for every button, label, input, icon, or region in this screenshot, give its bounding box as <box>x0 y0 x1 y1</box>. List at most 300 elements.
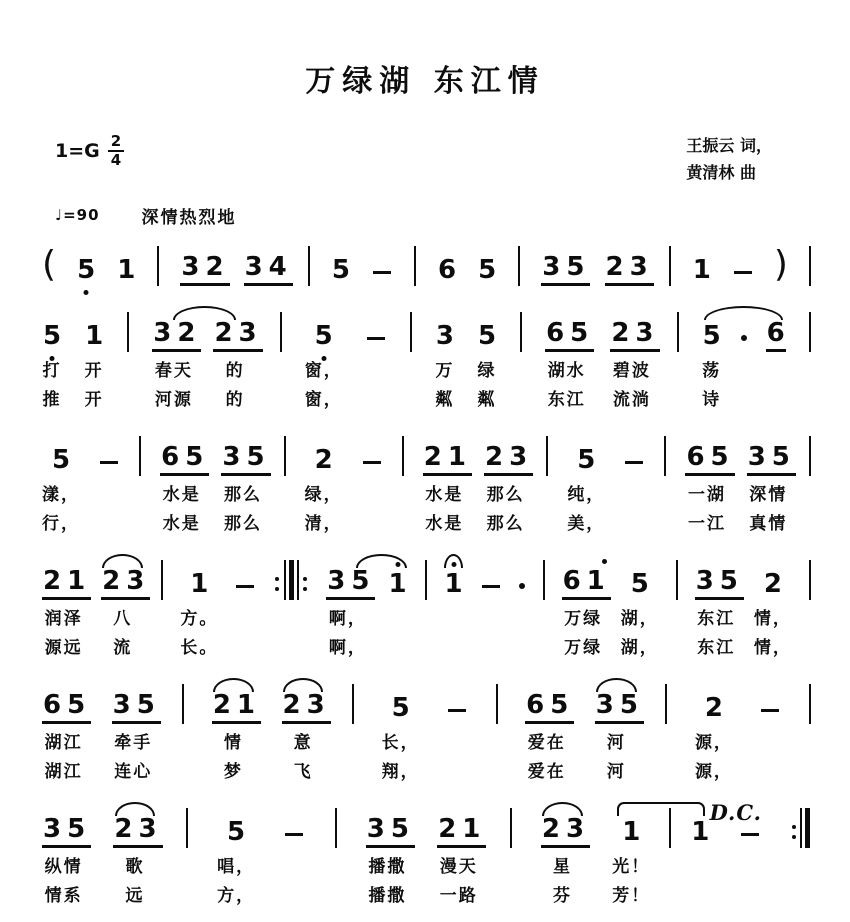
jianpu-number: 1 <box>117 255 136 285</box>
lyric-syllable: 的 <box>225 390 245 410</box>
barline-mark <box>665 684 667 724</box>
note-token <box>366 798 415 906</box>
notation-slot <box>747 426 796 476</box>
notation-slot <box>423 426 472 476</box>
lyric-syllable: 窗， <box>304 361 343 381</box>
barline-mark <box>425 560 427 600</box>
notation-slot <box>160 550 164 600</box>
lyric-syllable: 河 <box>606 733 626 753</box>
barline <box>808 426 812 534</box>
jianpu-number: 34 <box>244 254 293 286</box>
jianpu-number: 65 <box>160 444 209 476</box>
notation-slot <box>676 302 680 352</box>
lyric-syllable: 播撒 <box>368 886 407 906</box>
lyric-syllable: 东江 <box>697 609 736 629</box>
dash-mark <box>761 709 779 712</box>
barline-mark <box>664 436 666 476</box>
notation-slot <box>113 798 163 848</box>
key-signature <box>55 134 124 168</box>
jianpu-number: 61 <box>562 568 611 600</box>
notation-slot <box>283 426 287 476</box>
jianpu-number: 23 <box>213 320 262 352</box>
notation-slot <box>484 426 534 476</box>
barline-mark <box>410 312 412 352</box>
lyric-row-2 <box>477 381 496 410</box>
lyric-row-1 <box>294 724 313 753</box>
barline <box>664 674 668 782</box>
lyric-syllable: 漫天 <box>439 857 478 877</box>
barline-mark <box>676 560 678 600</box>
time-signature <box>108 134 124 168</box>
lyric-syllable: 开 <box>84 361 104 381</box>
notation-slot <box>98 426 120 476</box>
note-token <box>595 674 644 782</box>
jianpu-number: 21 <box>212 692 261 724</box>
note-token <box>217 798 255 906</box>
lyric-syllable: 开 <box>84 390 104 410</box>
notation-slot <box>541 236 591 286</box>
barline <box>424 550 428 658</box>
notation-slot <box>518 550 526 600</box>
notation-slot <box>541 798 591 848</box>
note-token <box>180 550 218 658</box>
jianpu-number: 5 <box>331 255 350 285</box>
jianpu-number: 5 <box>42 323 62 352</box>
note-token <box>477 236 497 286</box>
lyric-syllable: 清， <box>304 514 343 534</box>
lyric-syllable: 诗 <box>702 390 722 410</box>
barline-mark <box>186 808 188 848</box>
lyric-row-2 <box>612 877 650 906</box>
notation-slot <box>702 302 722 352</box>
note-token <box>484 426 534 534</box>
lyric-syllable: 远 <box>125 886 145 906</box>
dash-extension <box>371 236 393 286</box>
barline <box>808 302 812 410</box>
barline <box>126 302 130 410</box>
lyric-row-1 <box>528 724 566 753</box>
dash-extension <box>361 426 383 534</box>
notation-slot <box>808 426 812 476</box>
lyric-row-2 <box>528 753 566 782</box>
notation-slot <box>180 236 230 286</box>
slur-group <box>113 798 163 906</box>
lyric-row-2 <box>613 381 651 410</box>
repeat-sign-double <box>272 550 310 658</box>
notation-slot <box>213 302 263 352</box>
lyric-row-2 <box>305 505 343 534</box>
jianpu-number: 65 <box>42 692 91 724</box>
notation-slot <box>542 550 546 600</box>
lyric-syllable: 绿 <box>477 361 497 381</box>
dash-mark <box>734 271 752 274</box>
barline-mark <box>809 560 811 600</box>
barline <box>668 236 672 286</box>
barline <box>156 236 160 286</box>
barline <box>181 674 185 782</box>
lyric-syllable: 行， <box>42 514 80 534</box>
notation-slot <box>116 236 136 286</box>
dash-mark <box>100 461 118 464</box>
lyric-row-1 <box>612 848 650 877</box>
notation-slot <box>307 236 311 286</box>
note-token <box>212 674 262 782</box>
lyric-syllable: 粼 <box>435 390 455 410</box>
note-token <box>695 674 733 782</box>
lyric-syllable: 方。 <box>180 609 219 629</box>
lyric-syllable: 水是 <box>162 485 201 505</box>
notation-slot <box>365 302 387 352</box>
slur-group <box>595 674 644 782</box>
notation-slot <box>221 426 271 476</box>
notation-slot <box>42 550 92 600</box>
lyric-row-1 <box>45 848 83 877</box>
note-token <box>754 550 792 658</box>
lyric-syllable: 源远 <box>44 638 83 658</box>
lyric-row-1 <box>224 476 262 505</box>
parenthesis-mark: ( <box>42 244 57 285</box>
notation-slot <box>517 236 521 286</box>
octave-dot-low <box>84 290 89 295</box>
barline-mark <box>520 312 522 352</box>
note-token <box>477 302 497 410</box>
lyric-syllable: 情 <box>223 733 243 753</box>
lyric-row-1 <box>548 352 586 381</box>
notation-slot <box>314 426 334 476</box>
slur-group <box>541 798 591 906</box>
song-title: 万绿湖 东江情 <box>305 64 545 99</box>
repeat-dots <box>275 577 279 591</box>
lyric-row-2 <box>553 877 572 906</box>
lyric-syllable: 情， <box>753 609 792 629</box>
lyric-syllable: 纵情 <box>44 857 83 877</box>
lyric-syllable: 爱在 <box>527 733 566 753</box>
notation-slot <box>351 674 355 724</box>
jianpu-number: 35 <box>42 816 91 848</box>
notation-slot <box>692 236 712 286</box>
jianpu-number: 5 <box>391 693 410 723</box>
lyric-syllable: 唱， <box>217 857 256 877</box>
lyric-syllable: 湖， <box>620 638 659 658</box>
repeat-sign-end <box>789 798 812 906</box>
lyric-syllable: 粼 <box>477 390 497 410</box>
notation-slot <box>401 426 405 476</box>
jianpu-number: 35 <box>326 568 375 600</box>
notation-slot <box>444 550 464 600</box>
note-token <box>702 302 722 410</box>
lyric-row-2 <box>45 629 83 658</box>
lyric-syllable: 芬 <box>552 886 572 906</box>
slur-group <box>101 550 151 658</box>
lyric-row-1 <box>702 352 721 381</box>
notation-slot <box>84 302 104 352</box>
lyric-syllable: 碧波 <box>612 361 651 381</box>
slur-group <box>326 550 407 658</box>
barline-mark <box>352 684 354 724</box>
barline-mark <box>677 312 679 352</box>
notation-slot <box>437 236 457 286</box>
note-token <box>326 550 376 658</box>
barline <box>413 236 417 286</box>
note-token <box>42 798 92 906</box>
lyric-syllable: 歌 <box>125 857 145 877</box>
jianpu-number: 2 <box>314 445 333 475</box>
jianpu-number: 23 <box>541 816 590 848</box>
barline <box>334 798 338 906</box>
jianpu-number: 6 <box>438 255 457 285</box>
note-token <box>541 236 591 286</box>
lyric-syllable: 流 <box>113 638 133 658</box>
lyric-row-1 <box>368 848 406 877</box>
octave-dot-high <box>602 559 607 564</box>
notation-slot <box>126 302 130 352</box>
barline <box>808 236 812 286</box>
repeat-barline <box>284 560 286 600</box>
music-line-1 <box>42 236 812 286</box>
lyric-row-1 <box>435 352 454 381</box>
key-tonic: 1=G <box>55 140 100 162</box>
lyric-syllable: 湖江 <box>44 733 83 753</box>
notation-slot <box>668 236 672 286</box>
lyric-row-1 <box>217 848 255 877</box>
notation-slot <box>664 674 668 724</box>
jianpu-number: 5 <box>227 817 246 847</box>
repeat-dots <box>303 577 307 591</box>
lyric-syllable: 一湖 <box>688 485 727 505</box>
notation-slot <box>495 674 499 724</box>
lyric-row-1 <box>329 600 367 629</box>
jianpu-number: 35 <box>695 568 744 600</box>
notation-slot <box>387 550 407 600</box>
lyric-syllable: 的 <box>225 361 245 381</box>
jianpu-number: 2 <box>704 693 723 723</box>
lyric-row-2 <box>368 877 406 906</box>
notation-slot <box>763 550 783 600</box>
augmentation-dot <box>518 550 526 658</box>
music-line-3 <box>42 426 812 534</box>
notation-slot <box>101 550 151 600</box>
barline <box>676 302 680 410</box>
lyric-syllable: 水是 <box>425 485 464 505</box>
lyric-syllable: 那么 <box>223 485 262 505</box>
notation-slot <box>704 674 724 724</box>
jianpu-number: 5 <box>478 255 497 285</box>
barline <box>279 302 283 410</box>
note-token <box>685 426 735 534</box>
lyric-syllable: 那么 <box>223 514 262 534</box>
lyric-row-2 <box>113 629 132 658</box>
barline <box>283 426 287 534</box>
lyric-syllable: 情系 <box>44 886 83 906</box>
lyric-row-1 <box>163 476 201 505</box>
jianpu-number: 5 <box>76 257 96 286</box>
note-token <box>435 302 455 410</box>
note-token <box>42 302 62 410</box>
repeat-barline <box>800 808 802 848</box>
lyric-row-2 <box>45 753 83 782</box>
notation-slot <box>51 426 71 476</box>
dash-mark <box>482 585 500 588</box>
notation-slot <box>76 236 96 286</box>
dash-extension <box>283 798 305 906</box>
note-token <box>42 426 80 534</box>
lyric-row-1 <box>688 476 726 505</box>
music-line-2 <box>42 302 812 410</box>
lyric-row-2 <box>564 629 602 658</box>
barline <box>509 798 513 906</box>
jianpu-number: 32 <box>180 254 229 286</box>
lyric-syllable: 美， <box>567 514 606 534</box>
lyric-syllable: 河 <box>606 762 626 782</box>
lyric-row-2 <box>42 505 80 534</box>
lyric-syllable: 芳！ <box>612 886 651 906</box>
notation-slot <box>152 302 202 352</box>
augmentation-dot <box>740 302 748 410</box>
lyric-syllable: 啊， <box>328 638 367 658</box>
lyric-row-2 <box>217 877 255 906</box>
lyric-row-1 <box>564 600 602 629</box>
lyric-row-1 <box>425 476 463 505</box>
barline-mark <box>518 246 520 286</box>
notation-slot <box>668 798 672 848</box>
note-token <box>423 426 472 534</box>
note-token <box>282 674 331 782</box>
lyric-row-2 <box>226 381 245 410</box>
lyric-syllable: 爱在 <box>527 762 566 782</box>
barline <box>160 550 164 658</box>
dash-extension <box>732 236 754 286</box>
lyric-row-1 <box>226 352 245 381</box>
lyric-syllable: 荡 <box>702 361 722 381</box>
jianpu-number: 65 <box>545 320 594 352</box>
dash-mark <box>236 585 254 588</box>
repeat-barline <box>289 560 294 600</box>
jianpu-number: 23 <box>484 444 533 476</box>
barline-mark <box>809 246 811 286</box>
note-token <box>152 302 202 410</box>
notation-slot <box>42 798 92 848</box>
dash-extension <box>623 426 645 534</box>
barline <box>401 426 405 534</box>
lyric-row-2 <box>702 381 721 410</box>
lyric-syllable: 东江 <box>547 390 586 410</box>
lyric-syllable: 翔， <box>381 762 420 782</box>
lyric-syllable: 梦 <box>223 762 243 782</box>
lyric-row-2 <box>749 505 787 534</box>
notation-slot <box>576 426 596 476</box>
notation-slot <box>789 798 812 848</box>
barline <box>307 236 311 286</box>
note-token <box>331 236 351 286</box>
lyric-syllable: 播撒 <box>368 857 407 877</box>
lyric-row-1 <box>155 352 193 381</box>
music-line-4 <box>42 550 812 658</box>
note-token <box>545 302 595 410</box>
composer-credit: 黄清林 曲 <box>686 163 756 183</box>
lyric-syllable: 星 <box>552 857 572 877</box>
jianpu-number: 35 <box>595 692 644 724</box>
notation-slot <box>690 798 710 848</box>
dash-mark <box>373 271 391 274</box>
jianpu-number: 23 <box>610 320 659 352</box>
lyric-row-1 <box>113 600 132 629</box>
jianpu-number: 1 <box>622 817 641 847</box>
slur-group <box>444 550 464 658</box>
notation-slot <box>610 302 660 352</box>
note-token <box>690 798 710 906</box>
note-token <box>562 550 611 658</box>
lyric-row-2 <box>425 505 463 534</box>
notation-slot <box>181 674 185 724</box>
lyric-row-1 <box>754 600 792 629</box>
barline-mark <box>182 684 184 724</box>
lyricist-credit: 王振云 词， <box>686 136 772 155</box>
jianpu-number: 21 <box>42 568 91 600</box>
barline-mark <box>543 560 545 600</box>
lyric-syllable: 润泽 <box>44 609 83 629</box>
lyric-row-2 <box>754 629 792 658</box>
lyric-row-1 <box>553 848 572 877</box>
barline-mark <box>127 312 129 352</box>
barline-mark <box>284 436 286 476</box>
time-signature-numerator: 2 <box>108 134 124 152</box>
jianpu-number: 21 <box>423 444 472 476</box>
lyric-syllable: 绿， <box>304 485 343 505</box>
jianpu-number: 35 <box>747 444 796 476</box>
lyric-syllable: 情， <box>753 638 792 658</box>
note-token <box>766 302 786 410</box>
notation-slot <box>212 674 262 724</box>
note-token <box>437 236 457 286</box>
barline-mark <box>809 436 811 476</box>
notation-slot <box>42 302 62 352</box>
lyric-syllable: 那么 <box>486 485 525 505</box>
notation-slot <box>42 236 56 286</box>
notation-slot <box>774 236 788 286</box>
barline-mark <box>546 436 548 476</box>
lyric-row-1 <box>305 476 343 505</box>
lyric-row-1 <box>382 724 420 753</box>
dash-mark <box>741 833 759 836</box>
music-line-6 <box>42 798 812 906</box>
lyric-syllable: 窗， <box>304 390 343 410</box>
notation-slot <box>525 674 575 724</box>
jianpu-number: 1 <box>85 321 104 351</box>
octave-dot-low <box>321 356 326 361</box>
repeat-dots <box>792 825 796 839</box>
note-token <box>541 798 591 906</box>
barline <box>517 236 521 286</box>
lyric-row-2 <box>607 753 626 782</box>
lyric-row-2 <box>440 877 478 906</box>
meta-row <box>0 132 850 198</box>
lyric-syllable: 飞 <box>293 762 313 782</box>
barline <box>138 426 142 534</box>
open-parenthesis <box>42 236 56 286</box>
notation-slot <box>663 426 667 476</box>
jianpu-number: 5 <box>630 569 649 599</box>
lyric-row-1 <box>42 476 80 505</box>
dash-extension <box>234 550 256 658</box>
notation-slot <box>244 236 293 286</box>
lyric-row-1 <box>180 600 218 629</box>
barline-mark <box>161 560 163 600</box>
notation-slot <box>272 550 310 600</box>
barline-mark <box>669 246 671 286</box>
lyric-row-1 <box>607 724 626 753</box>
notation-slot <box>630 550 650 600</box>
notation-slot <box>732 236 754 286</box>
